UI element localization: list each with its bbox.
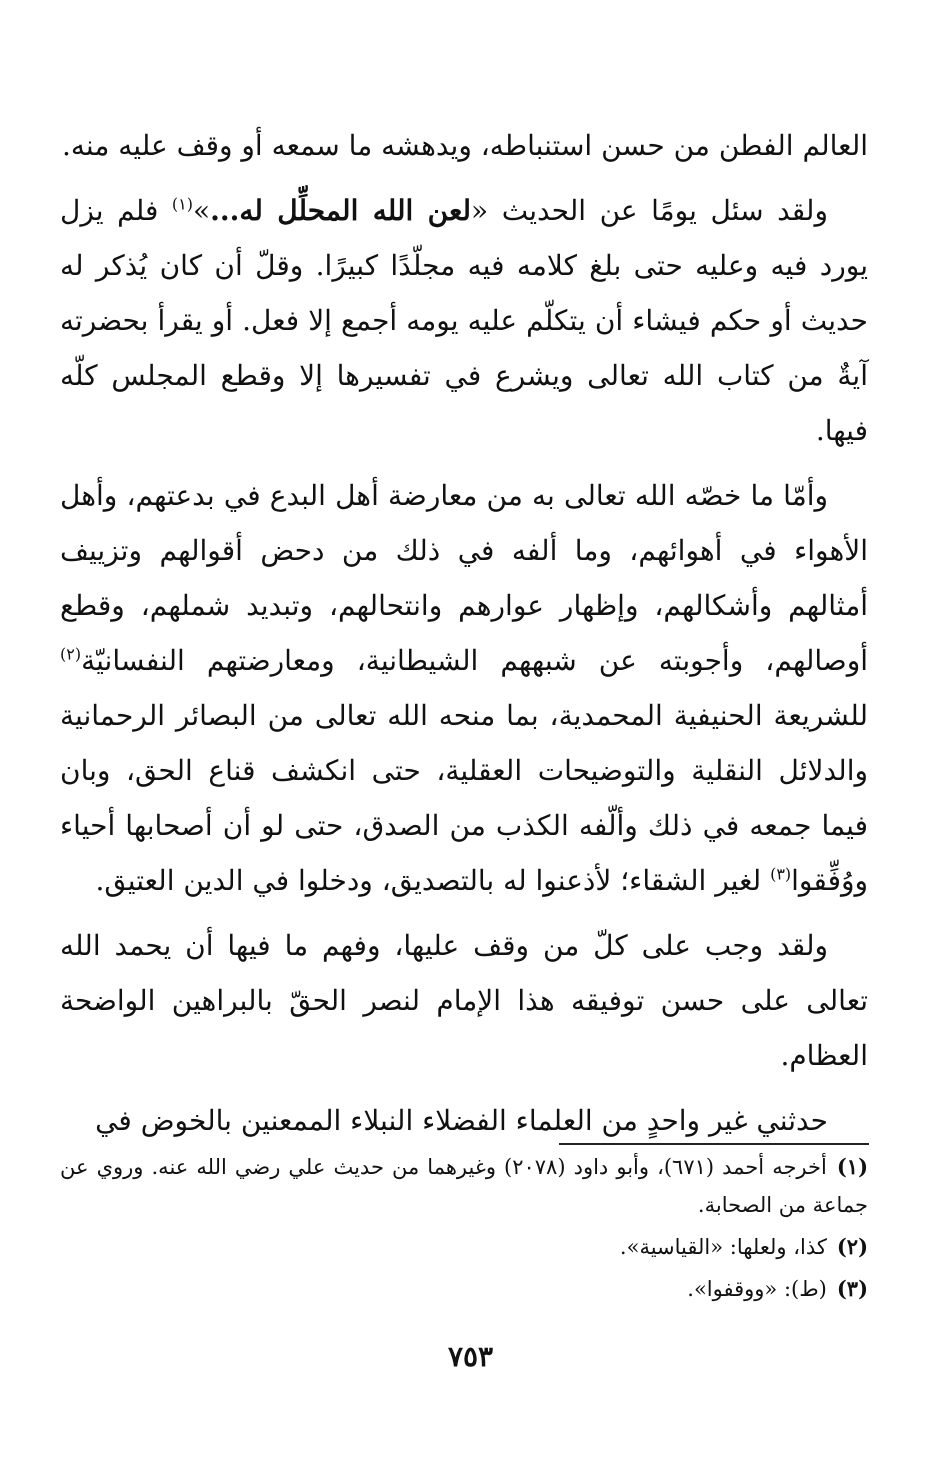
footnote-text: أخرجه أحمد (٦٧١)، وأبو داود (٢٠٧٨) وغيرهما من حديث علي رضي الله عنه. وروي عن جماعة من الصحابة.: [60, 1155, 868, 1217]
paragraph-hadith: [60, 183, 868, 458]
paragraph-continued: [60, 118, 868, 173]
footnotes: [60, 1148, 868, 1312]
text-segment: وأمّا ما خصّه الله تعالى به من معارضة أهل البدع في بدعتهم، وأهل الأهواء في أهوائهم، وما ألفه في ذلك من دحض أقوالهم وتزييف أمثالهم وأشكالهم، وإظهار عوارهم وانتحالهم، وتبديد شملهم، وقطع أوصالهم، وأجوبته عن شبههم الشيطانية، ومعارضتهم النفسانيّة: [60, 479, 868, 677]
footnote-reference: (١): [171, 194, 194, 214]
footnote-number: (٣): [836, 1276, 868, 1301]
text-segment: ولقد وجب على كلّ من وقف عليها، وفهم ما فيها أن يحمد الله تعالى على حسن توفيقه هذا الإمام لنصر الحقّ بالبراهين الواضحة العظام.: [60, 929, 868, 1072]
footnote-reference: (٢): [60, 644, 82, 664]
footnote-number: (٢): [836, 1234, 868, 1259]
footnote-text: كذا، ولعلها: «القياسية».: [619, 1235, 827, 1259]
footnote-number: (١): [836, 1154, 868, 1179]
main-text: [60, 118, 868, 1158]
text-segment: لغير الشقاء؛ لأذعنوا له بالتصديق، ودخلوا في الدين العتيق.: [95, 864, 771, 897]
footnote-separator: [559, 1143, 869, 1145]
footnote-reference: (٣): [770, 864, 792, 884]
footnote-2: [60, 1228, 868, 1266]
text-segment: فلم يزل يورد فيه وعليه حتى بلغ كلامه فيه مجلّدًا كبيرًا. وقلّ أن كان يُذكر له حديث أو حكم فيشاء أن يتكلّم عليه يومه أجمع إلا فعل. أو يقرأ بحضرته آيةٌ من كتاب الله تعالى ويشرع في تفسيرها إلا وقطع المجلس كلّه فيها.: [60, 194, 868, 447]
paragraph-narration: [60, 1093, 868, 1148]
footnote-text: (ط): «ووقفوا».: [687, 1277, 827, 1301]
text-segment: للشريعة الحنيفية المحمدية، بما منحه الله تعالى من البصائر الرحمانية والدلائل النقلية والتوضيحات العقلية، حتى انكشف قناع الحق، وبان فيما جمعه في ذلك وألّفه الكذب من الصدق، حتى لو أن أصحابها أحياء ووُفِّقوا: [60, 699, 868, 897]
text-segment: حدثني غير واحدٍ من العلماء الفضلاء النبلاء الممعنين بالخوض في: [95, 1104, 828, 1137]
footnote-1: [60, 1148, 868, 1224]
paragraph-refutations: [60, 468, 868, 908]
text-segment: العالم الفطن من حسن استنباطه، ويدهشه ما سمعه أو وقف عليه منه.: [62, 129, 868, 162]
page-number: ٧٥٣: [447, 1340, 494, 1373]
paragraph-gratitude: [60, 918, 868, 1083]
footnote-3: [60, 1270, 868, 1308]
hadith-quote: لعن الله المحلِّل له...: [210, 194, 472, 227]
text-segment: »: [193, 194, 211, 227]
text-segment: ولقد سئل يومًا عن الحديث «: [471, 194, 828, 227]
